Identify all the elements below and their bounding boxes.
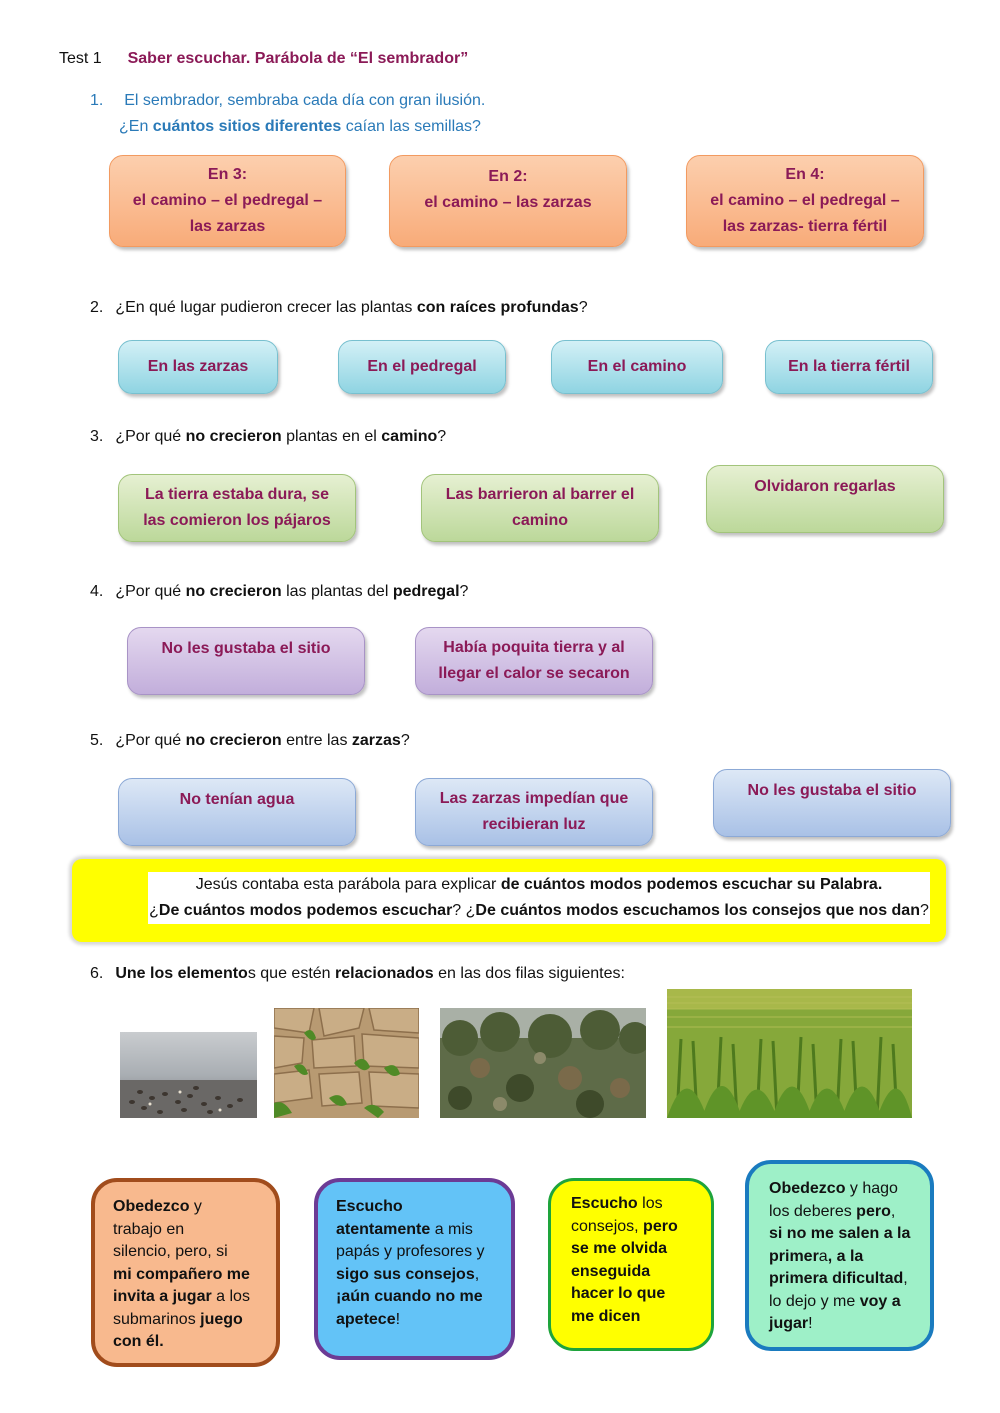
q2-option-2[interactable]: En el pedregal — [338, 340, 506, 394]
q5-option-2[interactable]: Las zarzas impedían que recibieran luz — [415, 778, 653, 846]
birds-on-road-photo[interactable] — [120, 1032, 257, 1118]
question-1 — [90, 91, 485, 111]
q5-option-1[interactable]: No tenían agua — [118, 778, 356, 846]
question-number: 1. — [90, 92, 104, 109]
bramble-bushes-photo[interactable] — [440, 1008, 646, 1118]
note-text: Jesús contaba esta parábola para explicar de cuántos modos podemos escuchar su Palabra. ¿De cuántos modos podemos escuchar? ¿De cuántos modos escuchamos los consejos que nos dan? — [148, 872, 930, 924]
test-label: Test 1 — [59, 50, 102, 67]
question-1-line2: ¿En cuántos sitios diferentes caían las semillas? — [119, 118, 481, 135]
q3-option-1[interactable]: La tierra estaba dura, se las comieron los pájaros — [118, 474, 356, 542]
card-escucho-olvida[interactable]: Escucho los consejos, pero se me olvida enseguida hacer lo que me dicen — [548, 1178, 714, 1351]
q3-option-3[interactable]: Olvidaron regarlas — [706, 465, 944, 533]
q1-option-1[interactable]: En 3: el camino – el pedregal – las zarzas — [109, 155, 346, 247]
question-2: 2. ¿En qué lugar pudieron crecer las plantas con raíces profundas? — [90, 299, 588, 316]
card-obedezco-juego[interactable]: Obedezco y trabajo en silencio, pero, si mi compañero me invita a jugar a los submarinos juego con él. — [91, 1178, 280, 1367]
question-3: 3. ¿Por qué no crecieron plantas en el camino? — [90, 428, 447, 445]
card-escucho-atentamente[interactable]: Escucho atentamente a mis papás y profesores y sigo sus consejos, ¡aún cuando no me apetece! — [314, 1178, 515, 1360]
card-obedezco-deberes[interactable]: Obedezco y hago los deberes pero, si no me salen a la primera, a la primera dificultad, lo dejo y me voy a jugar! — [745, 1160, 934, 1351]
rocky-ground-photo[interactable] — [274, 1008, 419, 1118]
question-1-line1: El sembrador, sembraba cada día con gran ilusión. — [124, 92, 486, 109]
q1-option-3[interactable]: En 4: el camino – el pedregal – las zarzas- tierra fértil — [686, 155, 924, 247]
q4-option-1[interactable]: No les gustaba el sitio — [127, 627, 365, 695]
q5-option-3[interactable]: No les gustaba el sitio — [713, 769, 951, 837]
q2-option-3[interactable]: En el camino — [551, 340, 723, 394]
test-header — [59, 49, 468, 69]
q2-option-1[interactable]: En las zarzas — [118, 340, 278, 394]
q2-option-4[interactable]: En la tierra fértil — [765, 340, 933, 394]
cornfield-photo[interactable] — [667, 989, 912, 1118]
q4-option-2[interactable]: Había poquita tierra y al llegar el calor se secaron — [415, 627, 653, 695]
question-6: 6. Une los elementos que estén relacionados en las dos filas siguientes: — [90, 965, 625, 982]
question-4: 4. ¿Por qué no crecieron las plantas del pedregal? — [90, 583, 469, 600]
page-title: Saber escuchar. Parábola de “El sembrador” — [127, 50, 469, 67]
q1-option-2[interactable]: En 2: el camino – las zarzas — [389, 155, 627, 247]
question-5: 5. ¿Por qué no crecieron entre las zarzas? — [90, 732, 410, 749]
q3-option-2[interactable]: Las barrieron al barrer el camino — [421, 474, 659, 542]
